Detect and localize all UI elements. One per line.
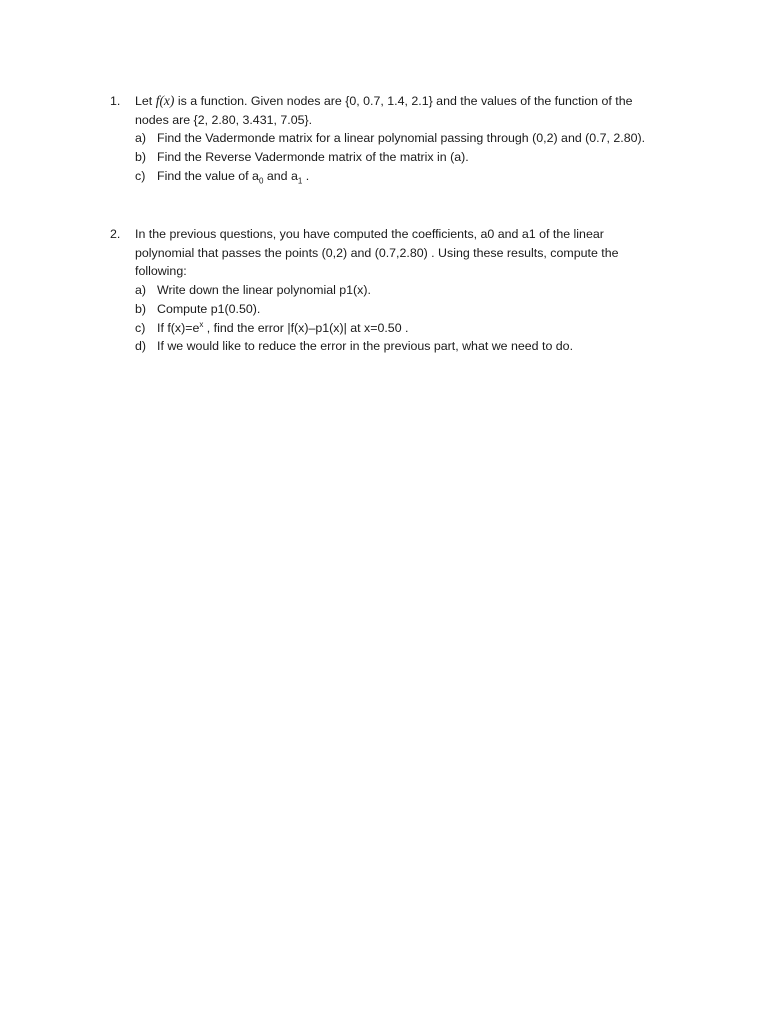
part-text: If we would like to reduce the error in the previous part, what we need to do. <box>157 339 574 354</box>
part-a <box>135 281 690 300</box>
part-a <box>135 129 690 148</box>
question-2 <box>110 225 690 356</box>
question-1 <box>110 92 690 186</box>
superscript-x: x <box>199 319 204 329</box>
part-text-post: . <box>302 168 310 183</box>
part-b <box>135 148 690 167</box>
question-1-body <box>135 92 690 186</box>
part-letter: c) <box>135 168 146 183</box>
question-1-intro-line-2: nodes are {2, 2.80, 3.431, 7.05}. <box>135 112 313 127</box>
question-2-intro-line-3: following: <box>135 264 187 279</box>
question-number: 1. <box>110 94 121 108</box>
part-text <box>157 167 309 186</box>
part-text: Write down the linear polynomial p1(x). <box>157 283 371 298</box>
part-text-pre: Find the value of a <box>157 168 259 183</box>
part-text-pre: If f(x)=e <box>157 320 200 335</box>
function-expression: f(x) <box>155 93 175 108</box>
part-text-post: , find the error |f(x)–p1(x)| at x=0.50 . <box>203 320 409 335</box>
part-letter: b) <box>135 150 147 165</box>
part-letter: b) <box>135 301 147 316</box>
part-letter: c) <box>135 320 146 335</box>
question-2-intro-line-1: In the previous questions, you have computed the coefficients, a0 and a1 of the linear <box>135 227 604 241</box>
intro-rest: is a function. Given nodes are {0, 0.7, 1.4, 2.1} and the values of the function of the <box>177 94 633 108</box>
part-text: Find the Vadermonde matrix for a linear polynomial passing through (0,2) and (0.7, 2.80). <box>157 131 646 146</box>
question-1-intro-line-1 <box>135 92 690 111</box>
part-c <box>135 319 690 338</box>
part-text-mid: and a <box>263 168 298 183</box>
part-d <box>135 337 690 356</box>
intro-prefix: Let <box>135 94 153 108</box>
part-c <box>135 167 690 186</box>
question-2-body <box>135 225 690 356</box>
question-1-row <box>110 92 690 186</box>
question-2-row <box>110 225 690 356</box>
part-letter: a) <box>135 131 147 146</box>
question-2-intro-line-2: polynomial that passes the points (0,2) and (0.7,2.80) . Using these results, compute the <box>135 245 619 260</box>
question-2-parts <box>135 281 690 356</box>
subscript-zero: 0 <box>258 176 264 186</box>
subscript-one: 1 <box>297 176 303 186</box>
part-text: Compute p1(0.50). <box>157 301 261 316</box>
question-1-parts <box>135 129 690 185</box>
question-number: 2. <box>110 227 121 241</box>
part-text <box>157 319 408 338</box>
part-text: Find the Reverse Vadermonde matrix of the matrix in (a). <box>157 150 469 165</box>
part-b <box>135 300 690 319</box>
part-letter: a) <box>135 283 147 298</box>
part-letter: d) <box>135 339 147 354</box>
